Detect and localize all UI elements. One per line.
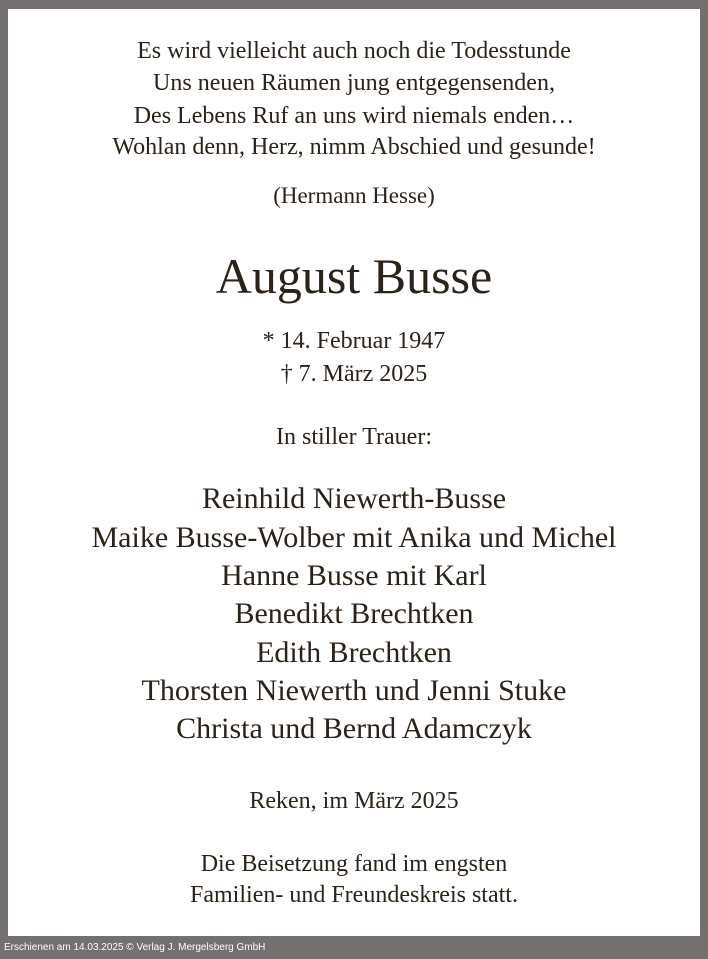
mourner-name: Reinhild Niewerth-Busse xyxy=(201,482,507,515)
publication-credit: Erschienen am 14.03.2025 © Verlag J. Mergelsberg GmbH xyxy=(4,942,266,953)
obituary-card xyxy=(8,9,700,936)
mourner-name: Christa und Bernd Adamczyk xyxy=(176,712,532,745)
deceased-name: August Busse xyxy=(215,248,493,304)
mourner-name: Thorsten Niewerth und Jenni Stuke xyxy=(141,674,567,707)
mourner-name: Edith Brechtken xyxy=(256,636,452,669)
mourning-heading: In stiller Trauer: xyxy=(276,424,432,450)
burial-note-line: Die Beisetzung fand im engsten xyxy=(200,851,508,877)
poem-line: Wohlan denn, Herz, nimm Abschied und gesunde! xyxy=(112,134,596,160)
mourner-name: Maike Busse-Wolber mit Anika und Michel xyxy=(91,521,617,554)
poem-author: (Hermann Hesse) xyxy=(273,183,435,208)
poem-line: Uns neuen Räumen jung entgegensenden, xyxy=(153,70,555,96)
poem-line: Es wird vielleicht auch noch die Todesstunde xyxy=(137,38,571,64)
death-date: † 7. März 2025 xyxy=(280,361,428,387)
poem-line: Des Lebens Ruf an uns wird niemals enden… xyxy=(133,103,575,129)
mourner-name: Benedikt Brechtken xyxy=(234,597,474,630)
place-date: Reken, im März 2025 xyxy=(249,788,459,814)
burial-note-line: Familien- und Freundeskreis statt. xyxy=(190,882,518,908)
mourner-name: Hanne Busse mit Karl xyxy=(221,559,487,592)
birth-date: * 14. Februar 1947 xyxy=(262,328,446,354)
